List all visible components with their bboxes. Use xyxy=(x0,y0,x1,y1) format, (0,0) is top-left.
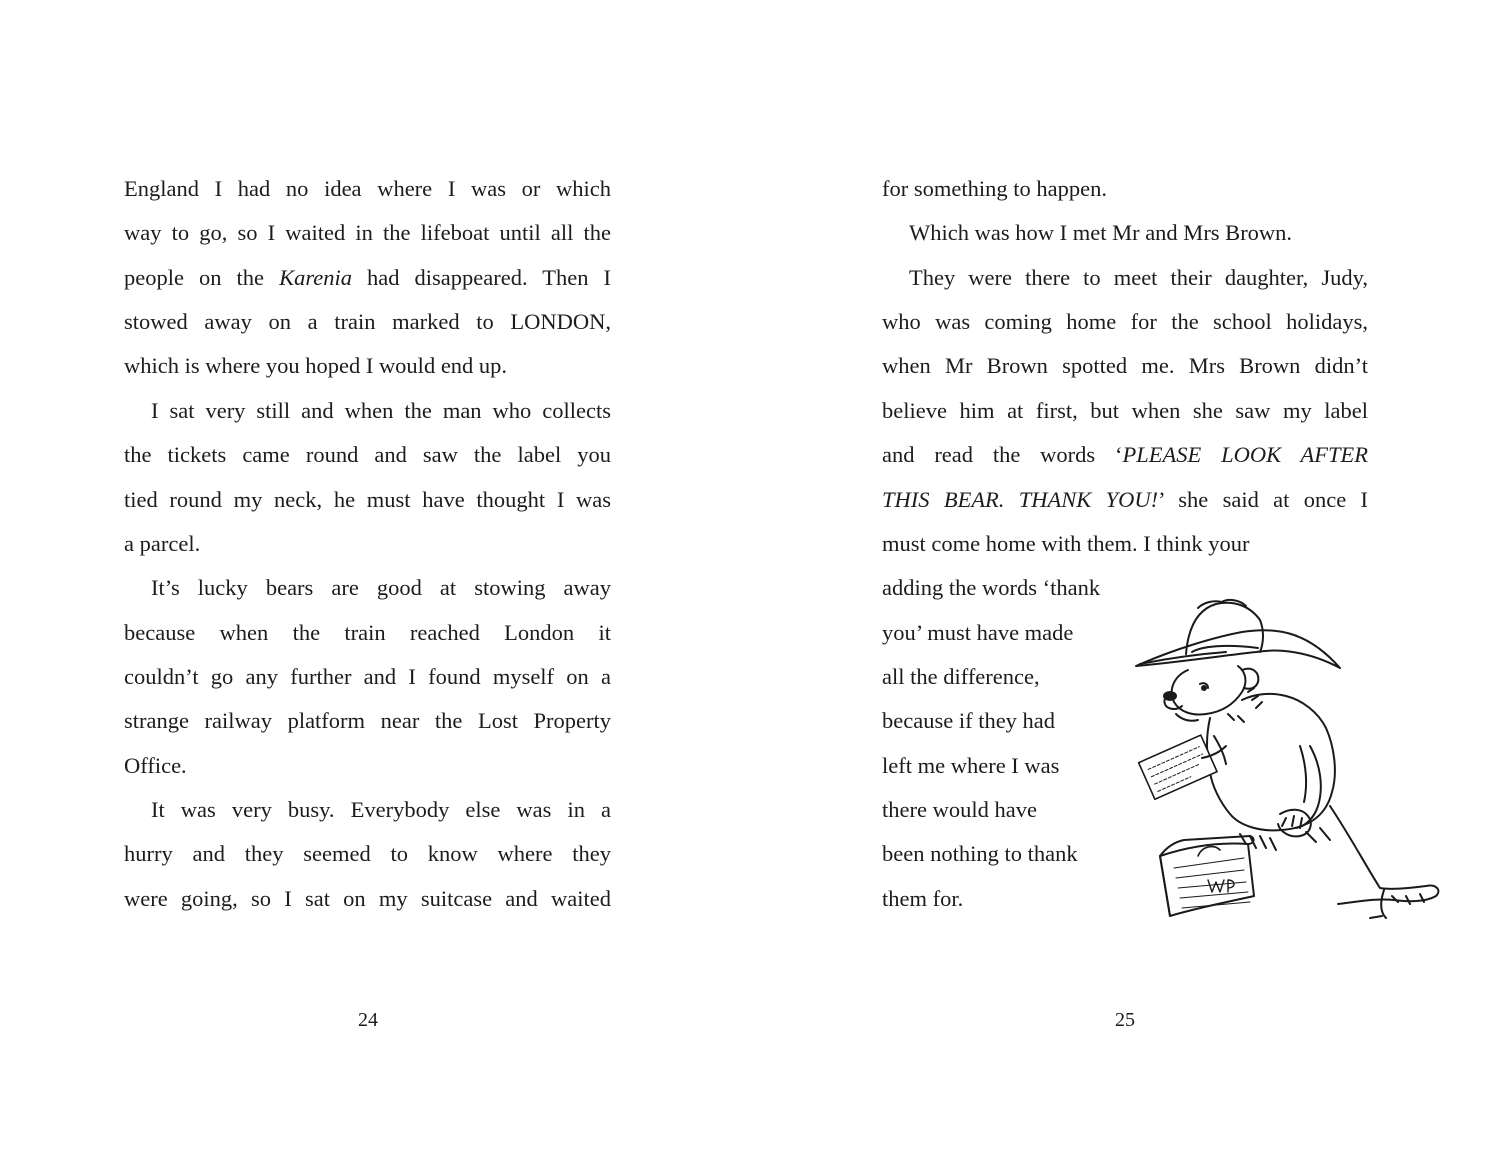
text-line: who was coming home for the school holidays, xyxy=(882,309,1368,334)
text-line: all the difference, xyxy=(882,664,1040,689)
neck-label xyxy=(1139,735,1217,799)
text-line: because if they had xyxy=(882,708,1056,733)
text-line: It was very busy. Everybody else was in a xyxy=(151,797,611,822)
text-line: way to go, so I waited in the lifeboat until all the xyxy=(124,220,611,245)
page-number: 25 xyxy=(1115,1009,1135,1031)
text-line: left me where I was xyxy=(882,753,1060,778)
text-line: They were there to meet their daughter, Judy, xyxy=(909,265,1368,290)
text-line: and read the words ‘PLEASE LOOK AFTER xyxy=(882,442,1368,467)
text-line: a parcel. xyxy=(124,531,201,556)
italic-ship-name: Karenia xyxy=(279,265,352,290)
text-line: It’s lucky bears are good at stowing away xyxy=(151,575,611,600)
text-line: England I had no idea where I was or which xyxy=(124,176,611,201)
text-line: THIS BEAR. THANK YOU!’ she said at once I xyxy=(882,487,1368,512)
text-line: there would have xyxy=(882,797,1037,822)
text-line: stowed away on a train marked to LONDON, xyxy=(124,309,611,334)
italic-label-text: THIS BEAR. THANK YOU! xyxy=(882,487,1159,512)
text-line: when Mr Brown spotted me. Mrs Brown didn’t xyxy=(882,353,1368,378)
text-line: I sat very still and when the man who collects xyxy=(151,398,611,423)
text-line: the tickets came round and saw the label you xyxy=(124,442,611,467)
text-line: strange railway platform near the Lost Property xyxy=(124,708,611,733)
text-line: couldn’t go any further and I found myself on a xyxy=(124,664,611,689)
text-line: them for. xyxy=(882,886,964,911)
text-line: because when the train reached London it xyxy=(124,620,611,645)
text-line: adding the words ‘thank xyxy=(882,575,1101,600)
text-line: believe him at first, but when she saw my label xyxy=(882,398,1368,423)
text-line: Which was how I met Mr and Mrs Brown. xyxy=(909,220,1293,245)
text-line: for something to happen. xyxy=(882,176,1107,201)
text-line: were going, so I sat on my suitcase and waited xyxy=(124,886,611,911)
hat-brim xyxy=(1136,630,1340,668)
text-line: which is where you hoped I would end up. xyxy=(124,353,508,378)
text-line: must come home with them. I think your xyxy=(882,531,1250,556)
text-line: people on the Karenia had disappeared. Then I xyxy=(124,265,612,290)
text-line: hurry and they seemed to know where they xyxy=(124,841,611,866)
suitcase xyxy=(1160,836,1254,916)
text-line: tied round my neck, he must have thought I was xyxy=(124,487,611,512)
page-number: 24 xyxy=(358,1009,378,1031)
bear-head xyxy=(1172,666,1246,715)
right-page xyxy=(750,0,1500,1151)
text-line: you’ must have made xyxy=(882,620,1074,645)
bear-illustration xyxy=(1130,596,1450,928)
bear-sitting-on-suitcase-icon xyxy=(1130,596,1450,928)
italic-label-text: PLEASE LOOK AFTER xyxy=(1122,442,1368,467)
text-line: Office. xyxy=(124,753,187,778)
bear-nose xyxy=(1164,692,1176,700)
text-line: been nothing to thank xyxy=(882,841,1078,866)
